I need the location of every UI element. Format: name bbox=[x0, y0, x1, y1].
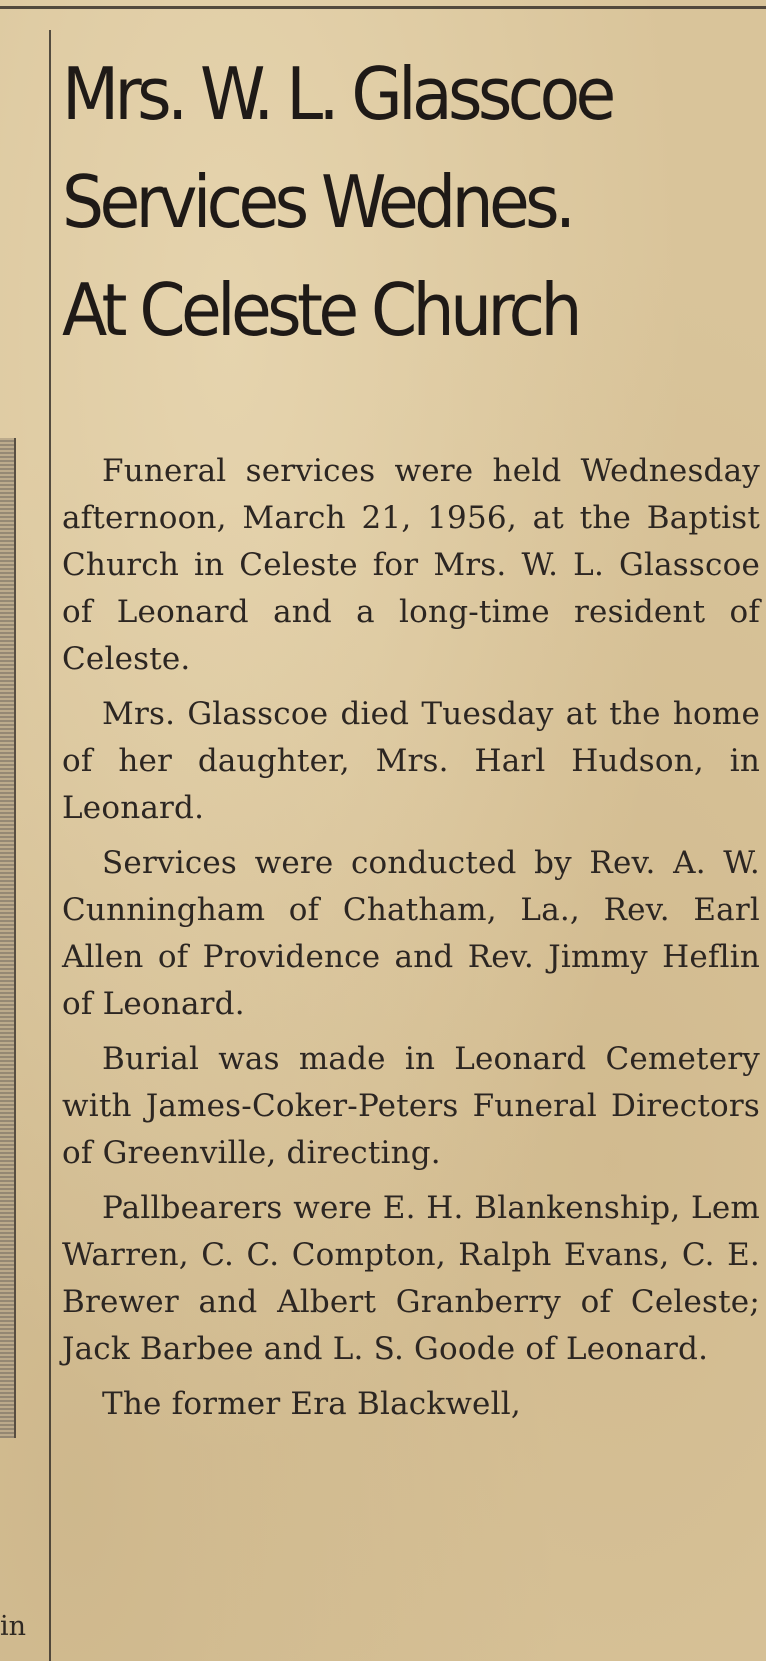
headline-line-1: Mrs. W. L. Glasscoe bbox=[62, 52, 612, 136]
obituary-article bbox=[62, 40, 760, 1422]
headline-line-3: At Celeste Church bbox=[62, 268, 578, 352]
paragraph-funeral-services: Funeral services were held Wednesday afternoon, March 21, 1956, at the Baptist Church in Celeste for Mrs. W. L. Glasscoe of Leonard and a long-time resident of Celeste. bbox=[62, 453, 760, 677]
paragraph-pallbearers: Pallbearers were E. H. Blankenship, Lem Warren, C. C. Compton, Ralph Evans, C. E. Brewer and Albert Granberry of Celeste; Jack Barbee and L. S. Goode of Leonard. bbox=[62, 1190, 760, 1367]
headline-line-2: Services Wednes. bbox=[62, 160, 572, 244]
adjacent-column-text-fragment: in bbox=[0, 1611, 27, 1642]
top-column-rule bbox=[0, 6, 766, 9]
paragraph-continued: The former Era Blackwell, bbox=[102, 1386, 521, 1422]
adjacent-column-edge bbox=[0, 438, 16, 1438]
paragraph-burial: Burial was made in Leonard Cemetery with James-Coker-Peters Funeral Directors of Greenville, directing. bbox=[62, 1041, 760, 1171]
article-body bbox=[62, 448, 760, 1436]
column-divider-rule bbox=[49, 30, 51, 1661]
article-headline bbox=[62, 40, 761, 364]
paragraph-death: Mrs. Glasscoe died Tuesday at the home of her daughter, Mrs. Harl Hudson, in Leonard. bbox=[62, 696, 760, 826]
paragraph-officiants: Services were conducted by Rev. A. W. Cunningham of Chatham, La., Rev. Earl Allen of Providence and Rev. Jimmy Heflin of Leonard. bbox=[62, 845, 760, 1022]
